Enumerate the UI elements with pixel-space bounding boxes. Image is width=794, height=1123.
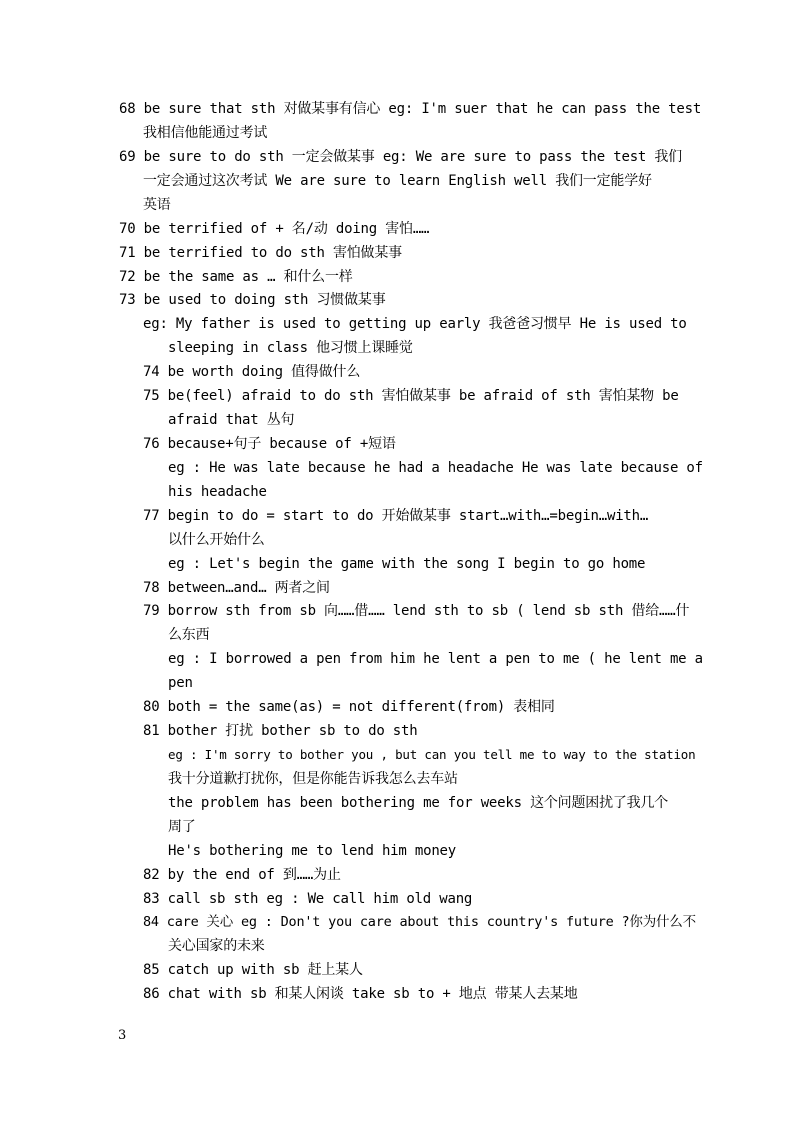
entry-78: 78 between…and… 两者之间 xyxy=(143,580,330,596)
entry-85: 85 catch up with sb 赶上某人 xyxy=(143,962,363,978)
entry-69-line-1: 69 be sure to do sth 一定会做某事 eg: We are sure to pass the test 我们 xyxy=(119,149,682,165)
entry-76-example-line-1: eg : He was late because he had a headache He was late because of xyxy=(168,460,703,476)
entry-68-line-2: 我相信他能通过考试 xyxy=(143,125,268,141)
entry-83: 83 call sb sth eg : We call him old wang xyxy=(143,891,473,907)
entry-81-example-line-4: 周了 xyxy=(168,819,196,835)
entry-72: 72 be the same as … 和什么一样 xyxy=(119,269,353,285)
entry-76-example-line-2: his headache xyxy=(168,484,267,500)
entry-76: 76 because+句子 because of +短语 xyxy=(143,436,396,452)
entry-71: 71 be terrified to do sth 害怕做某事 xyxy=(119,245,402,261)
entry-79-line-2: 么东西 xyxy=(168,627,210,643)
page-number: 3 xyxy=(118,1028,127,1043)
entry-84-line-1: 84 care 关心 eg : Don't you care about this country's future ?你为什么不 xyxy=(143,914,696,930)
entry-75-line-1: 75 be(feel) afraid to do sth 害怕做某事 be afraid of sth 害怕某物 be xyxy=(143,388,679,404)
entry-68-line-1: 68 be sure that sth 对做某事有信心 eg: I'm suer that he can pass the test xyxy=(119,101,702,117)
entry-81-example-line-1: eg : I'm sorry to bother you , but can you tell me to way to the station xyxy=(168,747,696,762)
entry-84-line-2: 关心国家的未来 xyxy=(168,938,265,954)
entry-75-line-2: afraid that 丛句 xyxy=(168,412,295,428)
entry-77-line-2: 以什么开始什么 xyxy=(168,532,265,548)
entry-77-line-1: 77 begin to do = start to do 开始做某事 start…with…=begin…with… xyxy=(143,508,649,524)
entry-69-line-3: 英语 xyxy=(143,197,171,213)
entry-73: 73 be used to doing sth 习惯做某事 xyxy=(119,292,386,308)
entry-73-example-line-1: eg: My father is used to getting up early 我爸爸习惯早 He is used to xyxy=(143,316,687,332)
entry-70: 70 be terrified of + 名/动 doing 害怕…… xyxy=(119,221,430,237)
entry-82: 82 by the end of 到……为止 xyxy=(143,867,341,883)
entry-86: 86 chat with sb 和某人闲谈 take sb to + 地点 带某人去某地 xyxy=(143,986,578,1002)
entry-81: 81 bother 打扰 bother sb to do sth xyxy=(143,723,418,739)
entry-74: 74 be worth doing 值得做什么 xyxy=(143,364,361,380)
entry-80: 80 both = the same(as) = not different(from) 表相同 xyxy=(143,699,555,715)
entry-73-example-line-2: sleeping in class 他习惯上课睡觉 xyxy=(168,340,413,356)
entry-81-example-line-5: He's bothering me to lend him money xyxy=(168,843,457,859)
entry-81-example-line-2: 我十分道歉打扰你，但是你能告诉我怎么去车站 xyxy=(168,771,458,787)
entry-79-line-1: 79 borrow sth from sb 向……借…… lend sth to sb ( lend sb sth 借给……什 xyxy=(143,603,690,619)
entry-77-example: eg : Let's begin the game with the song I begin to go home xyxy=(168,556,646,572)
entry-79-example-line-2: pen xyxy=(168,675,193,691)
entry-69-line-2: 一定会通过这次考试 We are sure to learn English well 我们一定能学好 xyxy=(143,173,652,189)
entry-79-example-line-1: eg : I borrowed a pen from him he lent a pen to me ( he lent me a xyxy=(168,651,703,667)
entry-81-example-line-3: the problem has been bothering me for weeks 这个问题困扰了我几个 xyxy=(168,795,669,811)
